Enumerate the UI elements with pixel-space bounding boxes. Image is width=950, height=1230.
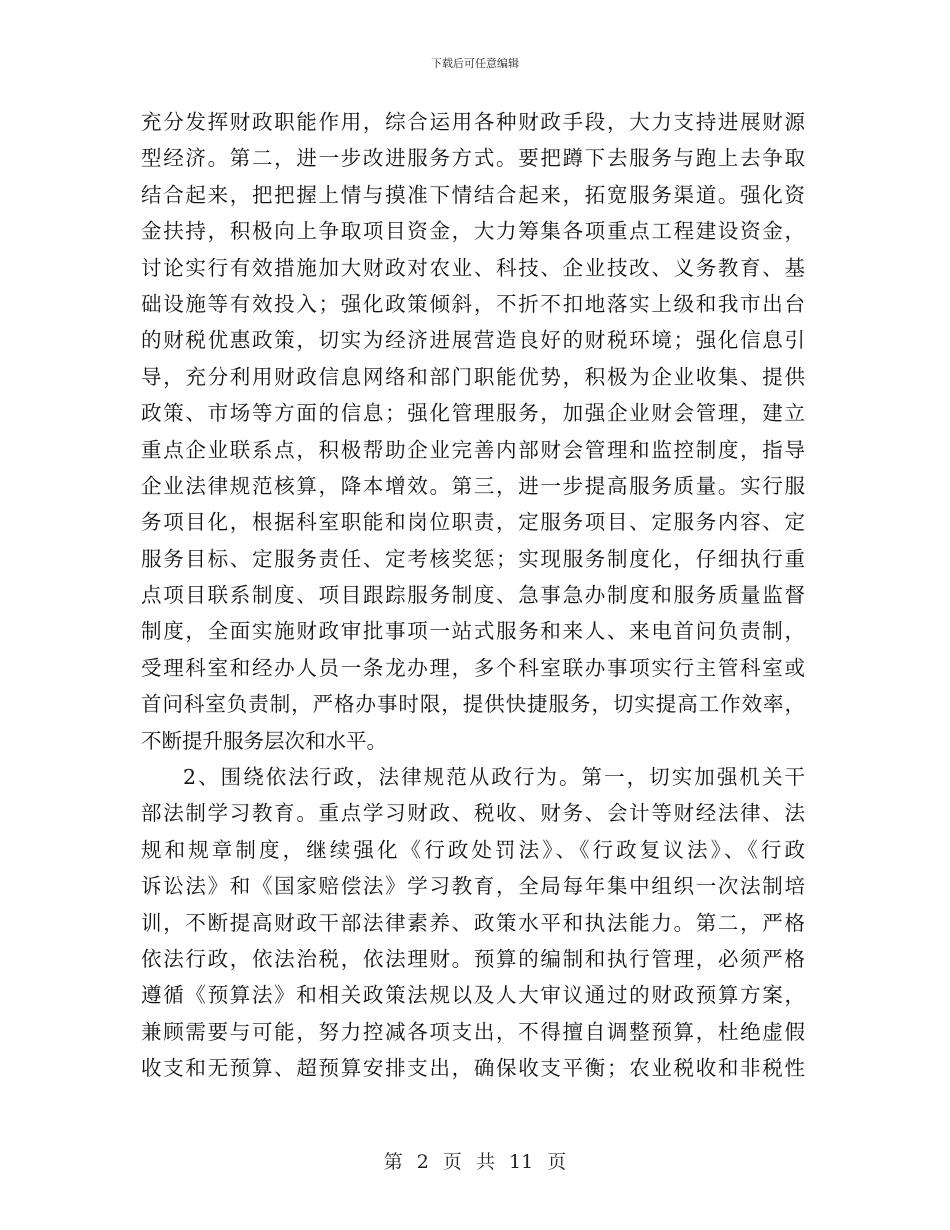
text-line: 受理科室和经办人员一条龙办理，多个科室联办事项实行主管科室或 [141,655,805,680]
text-line: 的财税优惠政策，切实为经济进展营造良好的财税环境；强化信息引 [141,328,805,353]
text-line: 务项目化，根据科室职能和岗位职责，定服务项目、定服务内容、定 [141,510,805,535]
page-header: 下载后可任意编辑 [431,57,519,70]
text-line: 首问科室负责制，严格办事时限，提供快捷服务，切实提高工作效率， [141,692,805,717]
text-line: 兼顾需要与可能，努力控减各项支出，不得擅自调整预算，杜绝虚假 [141,1019,805,1044]
text-line: 型经济。第二，进一步改进服务方式。要把蹲下去服务与跑上去争取 [141,146,805,171]
paragraph [141,104,805,759]
text-line: 企业法律规范核算，降本增效。第三，进一步提高服务质量。实行服 [141,473,805,498]
text-line: 不断提升服务层次和水平。 [141,728,387,753]
text-line: 依法行政，依法治税，依法理财。预算的编制和执行管理，必须严格 [141,946,805,971]
text-line: 收支和无预算、超预算安排支出，确保收支平衡；农业税收和非税性 [141,1056,805,1081]
text-line: 政策、市场等方面的信息；强化管理服务，加强企业财会管理，建立 [141,401,805,426]
document-body [141,104,805,1087]
text-line: 制度，全面实施财政审批事项一站式服务和来人、来电首问负责制， [141,619,805,644]
text-line: 2、围绕依法行政，法律规范从政行为。第一，切实加强机关干 [183,765,805,790]
text-line: 训，不断提高财政干部法律素养、政策水平和执法能力。第二，严格 [141,910,805,935]
text-line: 诉讼法》和《国家赔偿法》学习教育，全局每年集中组织一次法制培 [141,874,805,899]
text-line: 部法制学习教育。重点学习财政、税收、财务、会计等财经法律、法 [141,801,805,826]
text-line: 服务目标、定服务责任、定考核奖惩；实现服务制度化，仔细执行重 [141,546,805,571]
text-line: 重点企业联系点，积极帮助企业完善内部财会管理和监控制度，指导 [141,437,805,462]
text-line: 础设施等有效投入；强化政策倾斜，不折不扣地落实上级和我市出台 [141,291,805,316]
text-line: 结合起来，把把握上情与摸准下情结合起来，拓宽服务渠道。强化资 [141,182,805,207]
page-footer: 第 2 页 共 11 页 [383,1151,567,1173]
text-line: 导，充分利用财政信息网络和部门职能优势，积极为企业收集、提供 [141,364,805,389]
text-line: 规和规章制度，继续强化《行政处罚法》、《行政复议法》、《行政 [141,837,805,862]
paragraph [141,759,805,1087]
text-line: 充分发挥财政职能作用，综合运用各种财政手段，大力支持进展财源 [141,110,805,134]
text-line: 金扶持，积极向上争取项目资金，大力筹集各项重点工程建设资金， [141,219,805,244]
text-line: 讨论实行有效措施加大财政对农业、科技、企业技改、义务教育、基 [141,255,805,280]
text-line: 点项目联系制度、项目跟踪服务制度、急事急办制度和服务质量监督 [141,583,805,608]
text-line: 遵循《预算法》和相关政策法规以及人大审议通过的财政预算方案， [141,983,805,1008]
